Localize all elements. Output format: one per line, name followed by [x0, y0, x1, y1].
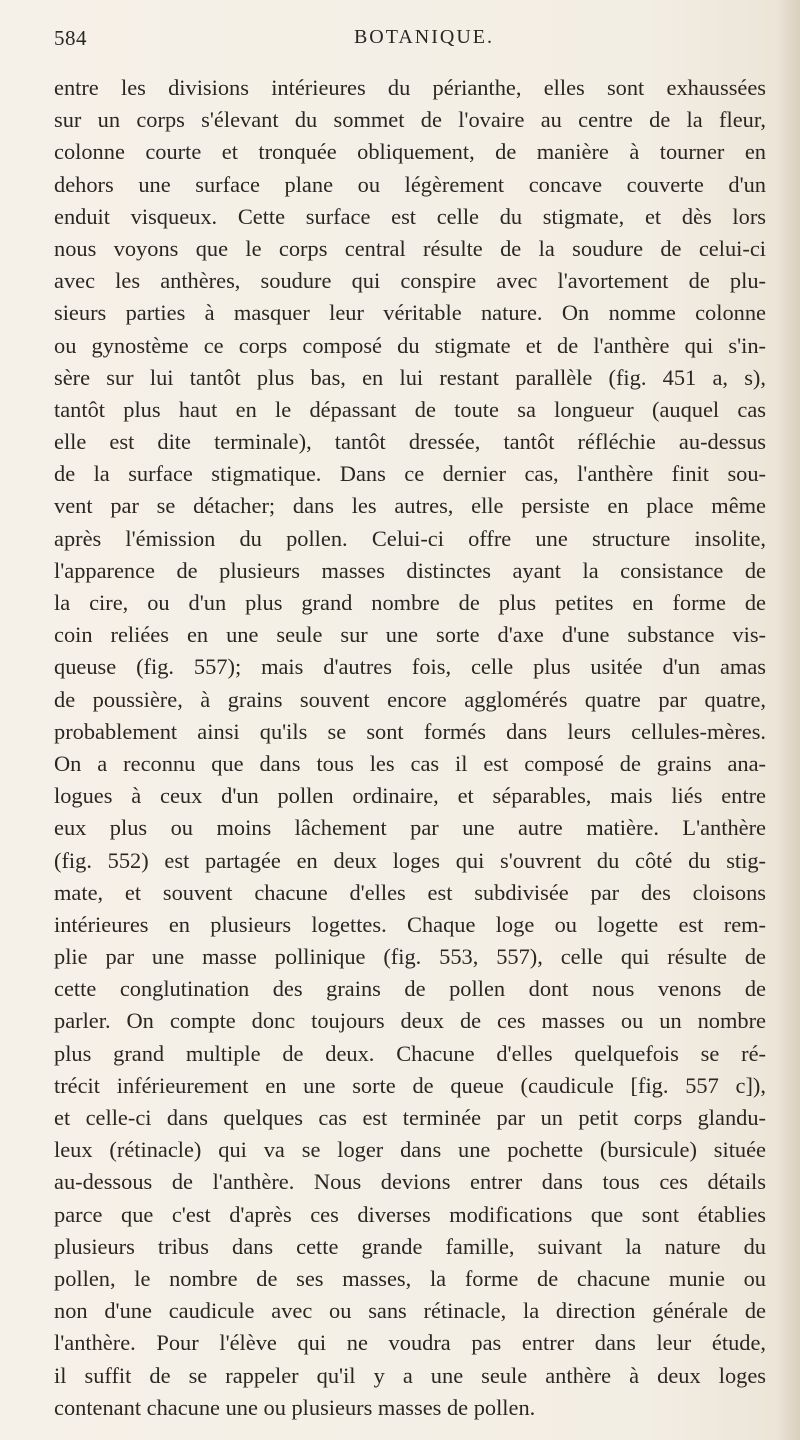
page-number: 584 — [54, 26, 87, 50]
text-line: ou gynostème ce corps composé du stigmate et de l'anthère qui s'in- — [54, 332, 766, 358]
text-line: sieurs parties à masquer leur véritable nature. On nomme colonne — [54, 300, 766, 326]
page-header — [54, 26, 754, 56]
text-line: plie par une masse pollinique (fig. 553, 557), celle qui résulte de — [54, 944, 766, 970]
text-line: On a reconnu que dans tous les cas il est composé de grains ana- — [54, 750, 766, 776]
text-line: avec les anthères, soudure qui conspire avec l'avortement de plu- — [54, 268, 766, 294]
text-line: l'anthère. Pour l'élève qui ne voudra pas entrer dans leur étude, — [54, 1330, 766, 1356]
text-line: contenant chacune une ou plusieurs masses de pollen. — [54, 1394, 536, 1420]
text-line: queuse (fig. 557); mais d'autres fois, celle plus usitée d'un amas — [54, 654, 766, 680]
text-line: eux plus ou moins lâchement par une autre matière. L'anthère — [54, 815, 766, 841]
text-line: enduit visqueux. Cette surface est celle du stigmate, et dès lors — [54, 203, 766, 229]
text-line: intérieures en plusieurs logettes. Chaque loge ou logette est rem- — [54, 911, 766, 937]
text-line: nous voyons que le corps central résulte de la soudure de celui-ci — [54, 235, 766, 261]
text-line: de la surface stigmatique. Dans ce dernier cas, l'anthère finit sou- — [54, 461, 766, 487]
text-line: mate, et souvent chacune d'elles est subdivisée par des cloisons — [54, 879, 766, 905]
text-line: plusieurs tribus dans cette grande famille, suivant la nature du — [54, 1233, 766, 1259]
text-line: et celle-ci dans quelques cas est terminée par un petit corps glandu- — [54, 1105, 766, 1130]
text-line: trécit inférieurement en une sorte de queue (caudicule [fig. 557 c]), — [54, 1072, 766, 1098]
text-line: dehors une surface plane ou légèrement concave couverte d'un — [54, 171, 766, 197]
text-line: il suffit de se rappeler qu'il y a une seule anthère à deux loges — [54, 1362, 766, 1388]
text-line: parler. On compte donc toujours deux de ces masses ou un nombre — [54, 1008, 766, 1034]
text-line: (fig. 552) est partagée en deux loges qui s'ouvrent du côté du stig- — [54, 847, 766, 873]
text-line: pollen, le nombre de ses masses, la forme de chacune munie ou — [54, 1265, 766, 1291]
text-line: logues à ceux d'un pollen ordinaire, et séparables, mais liés entre — [54, 783, 766, 809]
text-line: au-dessous de l'anthère. Nous devions entrer dans tous ces détails — [54, 1169, 766, 1195]
running-title: BOTANIQUE. — [353, 26, 495, 48]
text-line: après l'émission du pollen. Celui-ci offre une structure insolite, — [54, 525, 766, 551]
text-line: plus grand multiple de deux. Chacune d'elles quelquefois se ré- — [54, 1040, 766, 1066]
text-line: sur un corps s'élevant du sommet de l'ovaire au centre de la fleur, — [54, 107, 766, 133]
text-line: probablement ainsi qu'ils se sont formés dans leurs cellules-mères. — [54, 718, 766, 744]
text-line: de poussière, à grains souvent encore agglomérés quatre par quatre, — [54, 686, 766, 712]
text-line: elle est dite terminale), tantôt dressée, tantôt réfléchie au-dessus — [54, 429, 766, 455]
text-line: l'apparence de plusieurs masses distinctes ayant la consistance de — [54, 557, 766, 583]
text-line: parce que c'est d'après ces diverses modifications que sont établies — [54, 1201, 766, 1227]
text-line: cette conglutination des grains de pollen dont nous venons de — [54, 976, 766, 1002]
text-line: leux (rétinacle) qui va se loger dans une pochette (bursicule) située — [54, 1137, 766, 1163]
body-paragraph — [54, 72, 766, 1424]
text-line: la cire, ou d'un plus grand nombre de plus petites en forme de — [54, 590, 766, 615]
text-line: tantôt plus haut en le dépassant de toute sa longueur (auquel cas — [54, 396, 766, 422]
text-line: non d'une caudicule avec ou sans rétinacle, la direction générale de — [54, 1298, 766, 1324]
text-line: colonne courte et tronquée obliquement, de manière à tourner en — [54, 139, 766, 165]
text-line: sère sur lui tantôt plus bas, en lui restant parallèle (fig. 451 a, s), — [54, 364, 766, 390]
text-line: coin reliées en une seule sur une sorte d'axe d'une substance vis- — [54, 622, 766, 648]
text-line: entre les divisions intérieures du périanthe, elles sont exhaussées — [54, 75, 766, 100]
text-line: vent par se détacher; dans les autres, elle persiste en place même — [54, 493, 766, 519]
